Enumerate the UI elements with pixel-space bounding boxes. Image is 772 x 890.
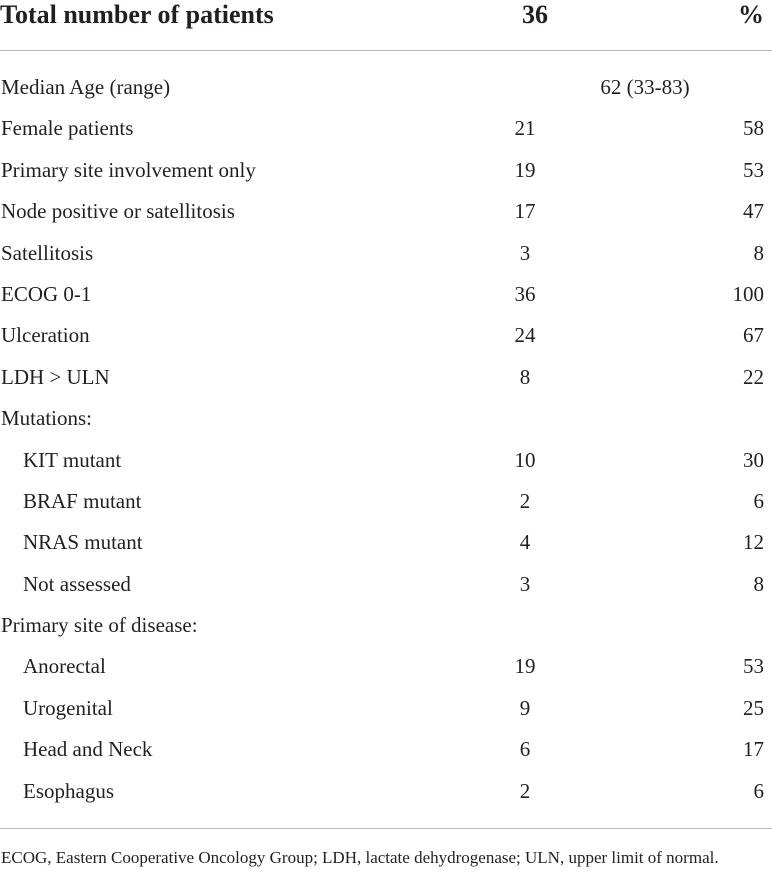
row-count: 17: [514, 199, 536, 224]
row-label: Head and Neck: [23, 737, 153, 762]
section-label: Primary site of disease:: [1, 613, 198, 638]
row-percent: 25: [743, 695, 764, 720]
row-count: 4: [519, 530, 531, 555]
table-section-row: [0, 398, 772, 439]
row-label: Median Age (range): [1, 75, 171, 99]
row-label: Primary site involvement only: [1, 157, 256, 182]
table-row: [0, 564, 772, 605]
table-header: [0, 0, 772, 51]
row-count: 8: [519, 364, 531, 389]
table-row: [0, 771, 772, 812]
row-count: 19: [514, 654, 536, 679]
row-count: 36: [514, 281, 536, 306]
row-label: KIT mutant: [23, 447, 122, 472]
row-label: Female patients: [1, 116, 134, 141]
row-count: 3: [519, 571, 531, 596]
row-label: Node positive or satellitosis: [1, 199, 235, 224]
row-count: 24: [514, 323, 536, 348]
table-row: [0, 150, 772, 191]
row-value: 62 (33-83): [600, 75, 690, 99]
row-label: Satellitosis: [1, 240, 94, 265]
row-percent: 47: [743, 199, 764, 224]
row-label: Anorectal: [23, 654, 106, 679]
row-percent: 17: [743, 737, 764, 762]
table-row: [0, 440, 772, 481]
row-label: NRAS mutant: [23, 530, 143, 555]
table-row: [0, 729, 772, 770]
table-row: [0, 315, 772, 356]
header-percent: %: [738, 0, 764, 29]
row-percent: 8: [753, 240, 764, 265]
row-count: 2: [519, 488, 531, 513]
section-label: Mutations:: [1, 406, 93, 431]
row-percent: 6: [753, 488, 764, 513]
row-label: Urogenital: [23, 695, 113, 720]
table-row: [0, 108, 772, 149]
table-row: [0, 274, 772, 315]
row-percent: 67: [743, 323, 764, 348]
row-count: 6: [519, 737, 531, 762]
table-row: [0, 357, 772, 398]
row-label: ECOG 0-1: [1, 281, 92, 306]
row-percent: 58: [743, 116, 764, 141]
row-count: 19: [514, 157, 536, 182]
footnote-divider: [0, 828, 772, 829]
row-percent: 53: [743, 157, 764, 182]
row-count: 3: [519, 240, 531, 265]
row-count: 21: [514, 116, 536, 141]
row-count: 9: [519, 695, 531, 720]
header-count: 36: [522, 0, 548, 29]
row-label: Esophagus: [23, 778, 114, 803]
table-row: [0, 191, 772, 232]
table-row: [0, 688, 772, 729]
header-label: Total number of patients: [0, 0, 274, 29]
table-row: [0, 646, 772, 687]
row-label: Ulceration: [1, 323, 90, 348]
row-count: 2: [519, 778, 531, 803]
row-percent: 22: [743, 364, 764, 389]
table-row: [0, 481, 772, 522]
table-footnote: ECOG, Eastern Cooperative Oncology Group; LDH, lactate dehydrogenase; ULN, upper limit of normal.: [1, 848, 719, 867]
row-percent: 100: [732, 281, 764, 306]
row-label: LDH > ULN: [1, 364, 110, 389]
table-body: [0, 67, 772, 812]
row-label: BRAF mutant: [23, 488, 142, 513]
table-row: [0, 67, 772, 108]
table-row: [0, 522, 772, 563]
row-percent: 30: [743, 447, 764, 472]
row-count: 10: [514, 447, 536, 472]
row-percent: 12: [743, 530, 764, 555]
row-percent: 6: [753, 778, 764, 803]
table-row: [0, 233, 772, 274]
row-percent: 8: [753, 571, 764, 596]
row-label: Not assessed: [23, 571, 131, 596]
row-percent: 53: [743, 654, 764, 679]
table-section-row: [0, 605, 772, 646]
